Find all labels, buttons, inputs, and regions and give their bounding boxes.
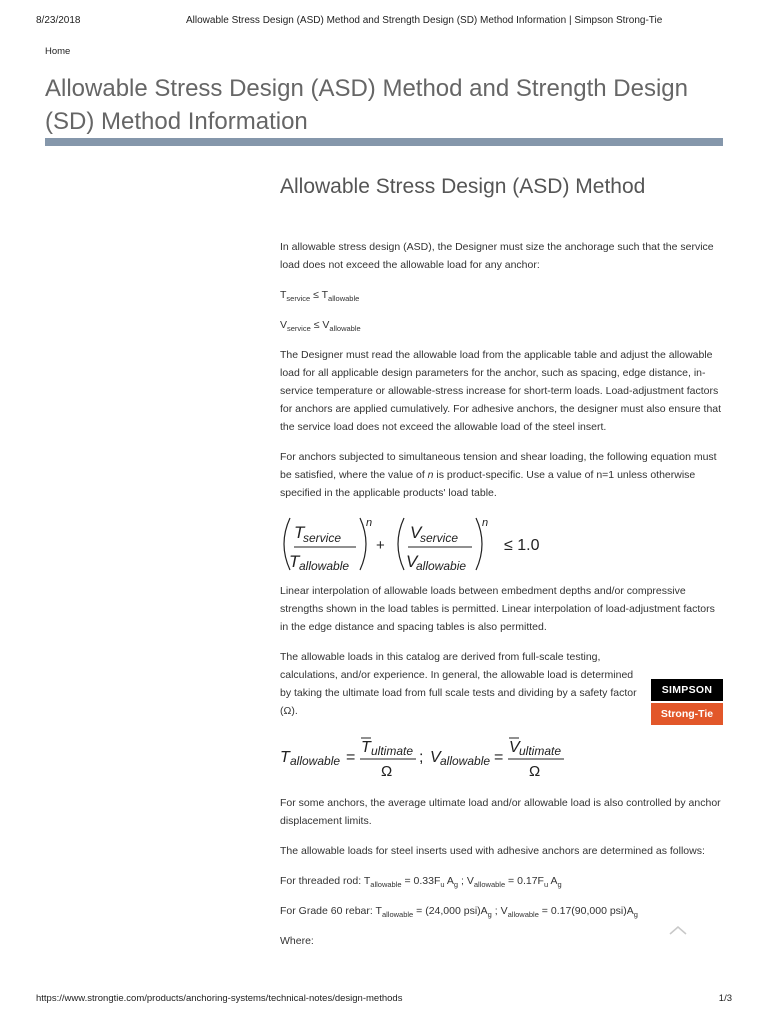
svg-text:+: + xyxy=(376,537,385,554)
rebar-formula: For Grade 60 rebar: $T_{allowable} = (24,000$ $psi)A_g$ ; $V_{allowable} = 0.17(90,000$ $psi)A_g$ xyxy=(280,905,638,919)
svg-text:=: = xyxy=(346,749,356,766)
interaction-equation xyxy=(280,514,725,574)
svg-text:;: ; xyxy=(419,749,424,766)
tension-inequality: $T_{service} \le T_{allowable}$ xyxy=(280,289,360,303)
svg-text:Ω: Ω xyxy=(529,763,541,780)
displacement-paragraph: For some anchors, the average ultimate load and/or allowable load is also controlled by anchor displacement limits. xyxy=(280,797,721,827)
main-content xyxy=(280,170,725,962)
print-document-title: Allowable Stress Design (ASD) Method and Strength Design (SD) Method Information | Simpson Strong-Tie xyxy=(186,15,663,26)
svg-text:Ω: Ω xyxy=(381,763,393,780)
svg-text:V: V xyxy=(509,739,520,756)
where-label: Where: xyxy=(280,935,314,947)
title-divider xyxy=(45,138,723,146)
design-paragraph: The Designer must read the allowable load from the applicable table and adjust the allowable load for all applicable design parameters for the anchor, such as spacing, edge distance, in-service temperature or allowable-stress increase for short-term loads. Load-adjustment factors for anchors are applied cumulatively. For adhesive anchors, the designer must also ensure that the service load does not exceed the allowable load of the steel insert. xyxy=(280,349,722,433)
svg-text:V: V xyxy=(430,749,441,766)
print-page-number: 1/3 xyxy=(718,993,732,1004)
breadcrumb-home-link[interactable]: Home xyxy=(45,46,71,57)
simpson-strong-tie-logo xyxy=(651,679,723,725)
svg-text:service: service xyxy=(303,531,342,545)
svg-text:n: n xyxy=(366,517,373,529)
svg-text:T: T xyxy=(280,749,290,766)
print-footer xyxy=(36,993,732,1007)
svg-text:T: T xyxy=(289,552,300,571)
svg-text:T: T xyxy=(294,523,305,542)
combined-loading-paragraph: For anchors subjected to simultaneous tension and shear loading, the following equation must be satisfied, where the value of n is product-specific. Use a value of n=1 unless otherwise specified in the applicable products' load table. xyxy=(280,451,717,499)
chevron-up-icon[interactable] xyxy=(666,922,690,938)
page-title: Allowable Stress Design (ASD) Method and Strength Design (SD) Method Information xyxy=(45,75,688,135)
threaded-rod-formula: For threaded rod: $T_{allowable} = 0.33F_u$ $A_g$ ; $V_{allowable} = 0.17F_u$ $A_g$ xyxy=(280,875,562,889)
svg-text:=: = xyxy=(494,749,504,766)
intro-paragraph: In allowable stress design (ASD), the Designer must size the anchorage such that the service load does not exceed the allowable load for any anchor: xyxy=(280,241,714,271)
svg-text:≤ 1.0: ≤ 1.0 xyxy=(504,537,540,554)
derived-loads-paragraph: The allowable loads in this catalog are derived from full-scale testing, calculations, and/or experience. In general, the allowable load is determined by taking the ultimate load from full scale tests and dividing by a safety factor (Ω). xyxy=(280,651,637,717)
svg-text:allowable: allowable xyxy=(440,754,491,768)
svg-text:n: n xyxy=(482,517,489,529)
print-date: 8/23/2018 xyxy=(36,15,81,26)
safety-factor-equation xyxy=(280,732,725,782)
svg-text:T: T xyxy=(361,739,371,756)
shear-inequality: $V_{service} \le V_{allowable}$ xyxy=(280,319,361,333)
steel-insert-paragraph: The allowable loads for steel inserts used with adhesive anchors are determined as follows: xyxy=(280,845,705,857)
svg-text:V: V xyxy=(410,523,422,542)
logo-strong-tie: Strong-Tie xyxy=(651,703,723,725)
svg-text:V: V xyxy=(406,552,418,571)
print-header xyxy=(36,15,732,29)
svg-text:ultimate: ultimate xyxy=(519,744,562,758)
logo-simpson: SIMPSON xyxy=(651,679,723,701)
svg-text:ultimate: ultimate xyxy=(371,744,414,758)
svg-text:allowable: allowable xyxy=(290,754,341,768)
svg-text:allowabie: allowabie xyxy=(416,559,467,573)
svg-text:service: service xyxy=(420,531,459,545)
section-heading: Allowable Stress Design (ASD) Method xyxy=(280,175,646,198)
interpolation-paragraph: Linear interpolation of allowable loads between embedment depths and/or compressive strengths shown in the load tables is permitted. Linear interpolation of load-adjustment factors in the edge distance and spacing tables is also permitted. xyxy=(280,585,715,633)
svg-text:allowable: allowable xyxy=(299,559,350,573)
print-url: https://www.strongtie.com/products/anchoring-systems/technical-notes/design-methods xyxy=(36,993,403,1004)
